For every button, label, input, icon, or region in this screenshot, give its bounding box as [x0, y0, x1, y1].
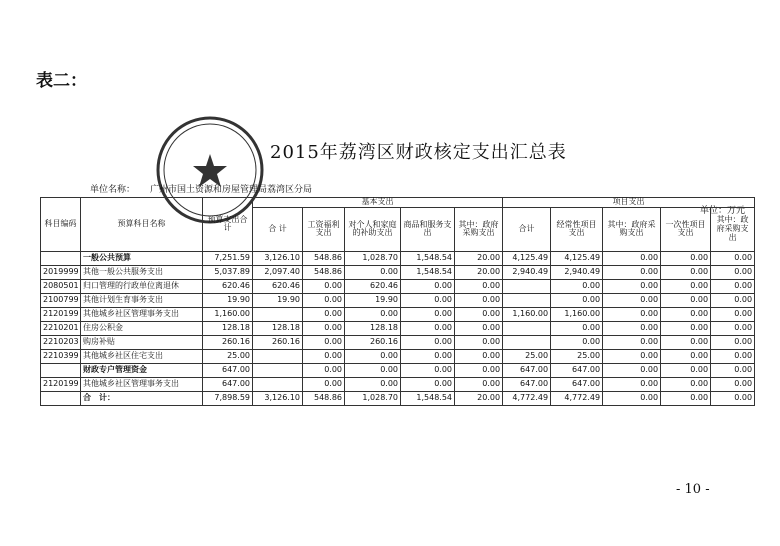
header-total: 预算支出合计 — [203, 198, 253, 252]
cell-p-sum — [503, 293, 551, 307]
cell-code — [41, 391, 81, 405]
expenditure-table — [40, 197, 755, 406]
table-row — [41, 391, 755, 405]
cell-b-wage: 0.00 — [303, 377, 345, 391]
cell-p-sum — [503, 335, 551, 349]
table-label: 表二： — [36, 71, 87, 91]
cell-p-sum: 1,160.00 — [503, 307, 551, 321]
cell-p-reg-gov: 0.00 — [603, 363, 661, 377]
cell-name: 归口管理的行政单位离退休 — [81, 279, 203, 293]
table-row — [41, 377, 755, 391]
cell-code: 2210201 — [41, 321, 81, 335]
cell-code: 2210399 — [41, 349, 81, 363]
cell-p-reg: 4,125.49 — [551, 251, 603, 265]
cell-p-reg: 2,940.49 — [551, 265, 603, 279]
cell-b-goods: 0.00 — [401, 293, 455, 307]
cell-b-wage: 0.00 — [303, 363, 345, 377]
cell-total: 7,251.59 — [203, 251, 253, 265]
table-row — [41, 307, 755, 321]
cell-p-reg: 647.00 — [551, 363, 603, 377]
cell-total: 25.00 — [203, 349, 253, 363]
cell-p-once: 0.00 — [661, 293, 711, 307]
cell-p-sum: 4,772.49 — [503, 391, 551, 405]
cell-b-aid: 260.16 — [345, 335, 401, 349]
cell-p-reg-gov: 0.00 — [603, 377, 661, 391]
unit-name-label: 单位名称： — [90, 185, 136, 195]
cell-p-reg-gov: 0.00 — [603, 321, 661, 335]
header-project: 项目支出 — [503, 198, 755, 208]
cell-p-reg-gov: 0.00 — [603, 391, 661, 405]
cell-p-reg: 25.00 — [551, 349, 603, 363]
cell-p-reg: 0.00 — [551, 321, 603, 335]
header-basic-sum: 合 计 — [253, 207, 303, 251]
cell-p-reg: 1,160.00 — [551, 307, 603, 321]
table-row — [41, 293, 755, 307]
table-row — [41, 335, 755, 349]
cell-p-once: 0.00 — [661, 335, 711, 349]
cell-b-goods: 0.00 — [401, 335, 455, 349]
cell-b-wage: 548.86 — [303, 391, 345, 405]
cell-b-sum — [253, 363, 303, 377]
table-row — [41, 321, 755, 335]
cell-p-once-gov: 0.00 — [711, 307, 755, 321]
cell-p-reg: 4,772.49 — [551, 391, 603, 405]
cell-b-aid: 0.00 — [345, 307, 401, 321]
cell-name: 购房补贴 — [81, 335, 203, 349]
cell-b-gov: 20.00 — [455, 391, 503, 405]
cell-code: 2100799 — [41, 293, 81, 307]
header-code: 科目编码 — [41, 198, 81, 252]
cell-b-sum: 3,126.10 — [253, 391, 303, 405]
cell-p-once: 0.00 — [661, 307, 711, 321]
cell-p-reg-gov: 0.00 — [603, 293, 661, 307]
cell-total: 128.18 — [203, 321, 253, 335]
cell-b-gov: 0.00 — [455, 335, 503, 349]
cell-p-once-gov: 0.00 — [711, 265, 755, 279]
cell-total: 5,037.89 — [203, 265, 253, 279]
cell-p-reg: 0.00 — [551, 293, 603, 307]
cell-b-sum: 260.16 — [253, 335, 303, 349]
cell-p-reg-gov: 0.00 — [603, 265, 661, 279]
cell-b-gov: 0.00 — [455, 377, 503, 391]
cell-b-goods: 0.00 — [401, 363, 455, 377]
cell-code: 2210203 — [41, 335, 81, 349]
cell-p-reg: 647.00 — [551, 377, 603, 391]
page-number: - 10 - — [676, 482, 710, 497]
cell-b-gov: 20.00 — [455, 265, 503, 279]
cell-b-sum: 620.46 — [253, 279, 303, 293]
cell-p-once-gov: 0.00 — [711, 293, 755, 307]
cell-code: 2019999 — [41, 265, 81, 279]
cell-b-sum: 19.90 — [253, 293, 303, 307]
cell-b-gov: 20.00 — [455, 251, 503, 265]
cell-b-aid: 0.00 — [345, 363, 401, 377]
header-basic-gov: 其中：政府采购支出 — [455, 207, 503, 251]
cell-p-reg-gov: 0.00 — [603, 279, 661, 293]
currency-unit: 单位：万元 — [700, 206, 746, 216]
table-row — [41, 265, 755, 279]
cell-total: 260.16 — [203, 335, 253, 349]
cell-code: 2080501 — [41, 279, 81, 293]
cell-p-once: 0.00 — [661, 363, 711, 377]
cell-p-sum: 4,125.49 — [503, 251, 551, 265]
cell-p-once: 0.00 — [661, 251, 711, 265]
cell-b-wage: 548.86 — [303, 251, 345, 265]
cell-p-once: 0.00 — [661, 279, 711, 293]
cell-p-sum: 647.00 — [503, 377, 551, 391]
cell-total: 620.46 — [203, 279, 253, 293]
cell-total: 7,898.59 — [203, 391, 253, 405]
cell-code — [41, 363, 81, 377]
cell-b-wage: 0.00 — [303, 321, 345, 335]
cell-b-gov: 0.00 — [455, 321, 503, 335]
cell-b-aid: 0.00 — [345, 349, 401, 363]
cell-b-wage: 0.00 — [303, 279, 345, 293]
cell-b-gov: 0.00 — [455, 349, 503, 363]
cell-p-reg: 0.00 — [551, 335, 603, 349]
cell-name: 财政专户管理资金 — [81, 363, 203, 377]
header-project-regular: 经常性项目支出 — [551, 207, 603, 251]
table-row — [41, 279, 755, 293]
header-project-once-gov: 其中：政府采购支出 — [711, 207, 755, 251]
cell-name: 其他城乡社区住宅支出 — [81, 349, 203, 363]
cell-p-sum — [503, 279, 551, 293]
cell-b-aid: 620.46 — [345, 279, 401, 293]
cell-p-once-gov: 0.00 — [711, 363, 755, 377]
cell-total: 19.90 — [203, 293, 253, 307]
table-row — [41, 251, 755, 265]
cell-name: 住房公积金 — [81, 321, 203, 335]
cell-p-once: 0.00 — [661, 265, 711, 279]
cell-total: 1,160.00 — [203, 307, 253, 321]
cell-p-once-gov: 0.00 — [711, 391, 755, 405]
cell-p-reg-gov: 0.00 — [603, 349, 661, 363]
cell-b-gov: 0.00 — [455, 307, 503, 321]
cell-p-once: 0.00 — [661, 321, 711, 335]
cell-b-goods: 0.00 — [401, 279, 455, 293]
cell-p-sum: 2,940.49 — [503, 265, 551, 279]
cell-b-goods: 0.00 — [401, 377, 455, 391]
cell-p-reg-gov: 0.00 — [603, 307, 661, 321]
table-row — [41, 349, 755, 363]
cell-p-once-gov: 0.00 — [711, 251, 755, 265]
cell-b-goods: 0.00 — [401, 307, 455, 321]
cell-total: 647.00 — [203, 377, 253, 391]
cell-p-sum: 25.00 — [503, 349, 551, 363]
cell-p-once: 0.00 — [661, 349, 711, 363]
cell-p-reg-gov: 0.00 — [603, 251, 661, 265]
cell-b-aid: 1,028.70 — [345, 391, 401, 405]
cell-p-once-gov: 0.00 — [711, 377, 755, 391]
header-basic-goods: 商品和服务支出 — [401, 207, 455, 251]
cell-b-sum: 2,097.40 — [253, 265, 303, 279]
cell-b-sum: 128.18 — [253, 321, 303, 335]
cell-p-reg: 0.00 — [551, 279, 603, 293]
cell-b-sum — [253, 349, 303, 363]
cell-code: 2120199 — [41, 307, 81, 321]
page-title: 2015年荔湾区财政核定支出汇总表 — [270, 142, 567, 163]
cell-p-once-gov: 0.00 — [711, 279, 755, 293]
unit-name-value: 广州市国土资源和房屋管理局荔湾区分局 — [150, 185, 313, 195]
cell-b-sum — [253, 307, 303, 321]
table-row — [41, 363, 755, 377]
cell-b-sum: 3,126.10 — [253, 251, 303, 265]
cell-name: 合 计： — [81, 391, 203, 405]
cell-p-reg-gov: 0.00 — [603, 335, 661, 349]
cell-name: 其他城乡社区管理事务支出 — [81, 377, 203, 391]
header-project-regular-gov: 其中：政府采购支出 — [603, 207, 661, 251]
cell-b-aid: 0.00 — [345, 265, 401, 279]
cell-p-once: 0.00 — [661, 377, 711, 391]
cell-b-goods: 0.00 — [401, 349, 455, 363]
cell-b-wage: 0.00 — [303, 307, 345, 321]
cell-b-aid: 1,028.70 — [345, 251, 401, 265]
cell-b-aid: 128.18 — [345, 321, 401, 335]
cell-b-wage: 548.86 — [303, 265, 345, 279]
cell-b-gov: 0.00 — [455, 363, 503, 377]
cell-b-goods: 1,548.54 — [401, 251, 455, 265]
cell-b-goods: 1,548.54 — [401, 265, 455, 279]
cell-b-goods: 1,548.54 — [401, 391, 455, 405]
cell-b-wage: 0.00 — [303, 349, 345, 363]
cell-b-aid: 0.00 — [345, 377, 401, 391]
header-basic-aid: 对个人和家庭的补助支出 — [345, 207, 401, 251]
header-project-once: 一次性项目支出 — [661, 207, 711, 251]
cell-b-wage: 0.00 — [303, 293, 345, 307]
cell-b-aid: 19.90 — [345, 293, 401, 307]
cell-total: 647.00 — [203, 363, 253, 377]
header-project-sum: 合计 — [503, 207, 551, 251]
cell-name: 其他一般公共服务支出 — [81, 265, 203, 279]
header-basic-wage: 工资福利支出 — [303, 207, 345, 251]
cell-p-once: 0.00 — [661, 391, 711, 405]
cell-b-gov: 0.00 — [455, 279, 503, 293]
cell-name: 一般公共预算 — [81, 251, 203, 265]
cell-p-once-gov: 0.00 — [711, 349, 755, 363]
cell-b-wage: 0.00 — [303, 335, 345, 349]
header-name: 预算科目名称 — [81, 198, 203, 252]
cell-p-once-gov: 0.00 — [711, 321, 755, 335]
cell-b-goods: 0.00 — [401, 321, 455, 335]
cell-name: 其他计划生育事务支出 — [81, 293, 203, 307]
cell-name: 其他城乡社区管理事务支出 — [81, 307, 203, 321]
cell-code: 2120199 — [41, 377, 81, 391]
cell-p-sum — [503, 321, 551, 335]
header-basic: 基本支出 — [253, 198, 503, 208]
cell-b-sum — [253, 377, 303, 391]
cell-b-gov: 0.00 — [455, 293, 503, 307]
cell-code — [41, 251, 81, 265]
cell-p-once-gov: 0.00 — [711, 335, 755, 349]
cell-p-sum: 647.00 — [503, 363, 551, 377]
